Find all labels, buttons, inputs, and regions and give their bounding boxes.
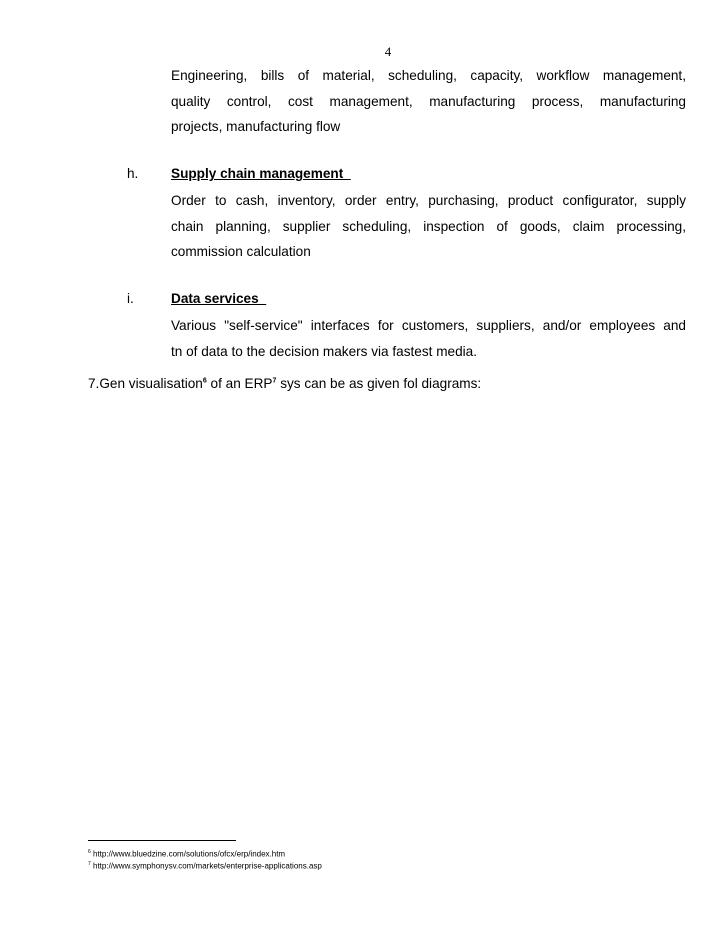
- footnote-7-link[interactable]: http://www.symphonysv.com/markets/enterprise-applications.asp: [90, 861, 322, 871]
- data-services-line-2: tn of data to the decision makers via fastest media.: [171, 343, 478, 359]
- footnote-6-marker: 6: [88, 849, 91, 855]
- data-services-item-text: [171, 313, 686, 364]
- data-services-line-1: Various "self-service" interfaces for customers, suppliers, and/or employees and: [171, 318, 686, 333]
- data-services-heading: Data services: [171, 291, 267, 306]
- supply-chain-heading: Supply chain management: [171, 166, 351, 181]
- footnote-7-marker: 7: [88, 861, 91, 867]
- footnote-7: [88, 861, 322, 871]
- footnote-separator: [88, 840, 236, 841]
- engineering-line-2: quality control, cost management, manufacturing process, manufacturing: [171, 93, 686, 109]
- supply-chain-item-text: [171, 188, 686, 265]
- supply-chain-line-2: chain planning, supplier scheduling, inspection of goods, claim processing,: [171, 218, 686, 234]
- supply-chain-line-1: Order to cash, inventory, order entry, purchasing, product configurator, supply: [171, 193, 686, 208]
- engineering-item-text: [171, 63, 686, 140]
- data-services-label: i.: [127, 291, 134, 306]
- footnote-ref-6[interactable]: 6: [202, 377, 207, 385]
- supply-chain-line-3: commission calculation: [171, 244, 311, 259]
- page-number: 4: [384, 44, 392, 59]
- engineering-line-3: projects, manufacturing flow: [171, 119, 341, 134]
- footnote-6-link[interactable]: http://www.bluedzine.com/solutions/ofcx/erp/index.htm: [90, 849, 286, 859]
- engineering-line-1: Engineering, bills of material, scheduling, capacity, workflow management,: [171, 68, 686, 83]
- footnote-6: [88, 849, 285, 859]
- intro-text-1: 7.Gen visualisation: [88, 376, 203, 391]
- intro-text-3: sys can be as given fol diagrams:: [276, 376, 482, 391]
- diagram-intro-paragraph: [88, 376, 481, 391]
- intro-text-2: of an ERP: [206, 376, 273, 391]
- supply-chain-label: h.: [127, 166, 139, 181]
- footnote-ref-7[interactable]: 7: [272, 377, 277, 385]
